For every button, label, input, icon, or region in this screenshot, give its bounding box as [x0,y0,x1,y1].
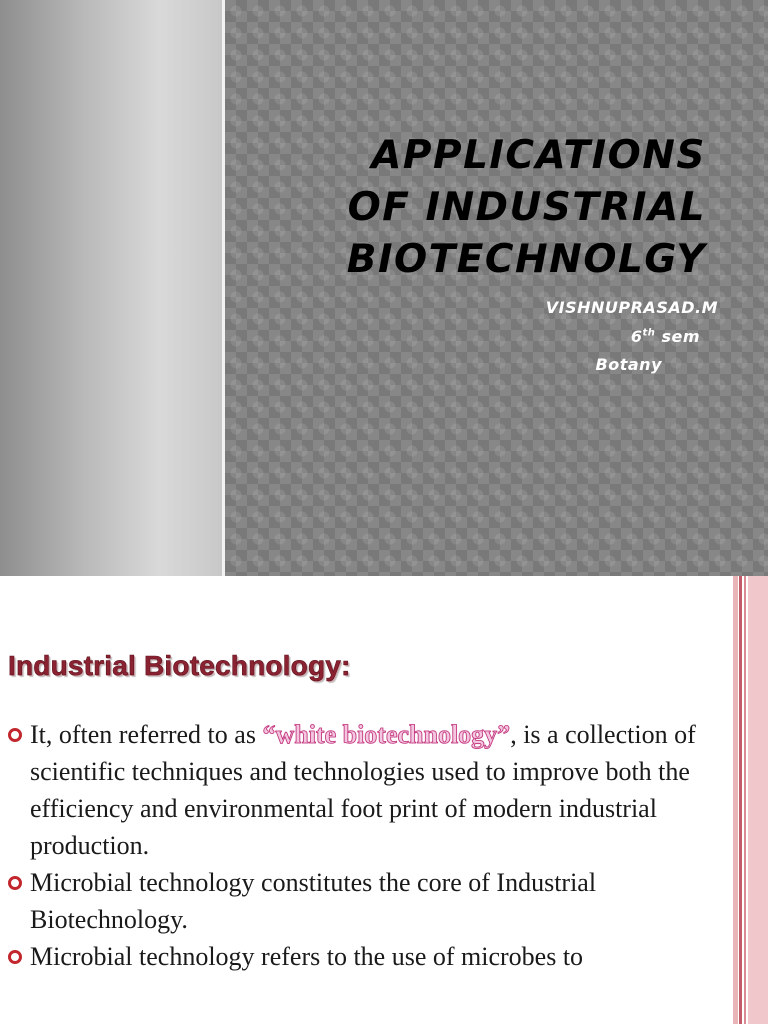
stripe-3 [744,576,746,1024]
left-gradient-panel [0,0,222,576]
department-label: Botany [595,355,662,374]
semester-number: 6 [630,327,643,346]
bullet-list [6,716,726,975]
semester-word: sem [655,327,700,346]
content-slide [0,576,768,1024]
patterned-panel [225,0,768,576]
list-item [6,716,726,864]
bullet-2-text: Microbial technology constitutes the core of Industrial Biotechnology. [30,868,597,934]
bullet-1-text-before: It, often referred to as [30,720,263,749]
decorative-stripes [728,576,768,1024]
title-line-1: APPLICATIONS [371,133,706,178]
circle-bullet-icon [8,876,22,890]
section-heading: Industrial Biotechnology: [8,650,351,681]
title-line-3: BIOTECHNOLGY [346,237,706,282]
slide-title [246,130,706,286]
circle-bullet-icon [8,728,22,742]
stripe-2 [739,576,742,1024]
list-item [6,864,726,938]
white-biotechnology-highlight: “white biotechnology” [262,720,511,749]
circle-bullet-icon [8,950,22,964]
bullet-1-text-after: , is a collection of scientific techniques and technologies used to improve both the efficiency and environmental foot print of modern industrial production. [30,720,696,860]
semester-ordinal: th [642,327,656,339]
author-name: VISHNUPRASAD.M [545,298,718,317]
stripe-1 [733,576,738,1024]
title-line-2: OF INDUSTRIAL [347,185,706,230]
bullet-3-text: Microbial technology refers to the use of microbes to [30,942,584,971]
semester-label [631,327,700,346]
list-item [6,938,726,975]
stripe-4 [748,576,768,1024]
